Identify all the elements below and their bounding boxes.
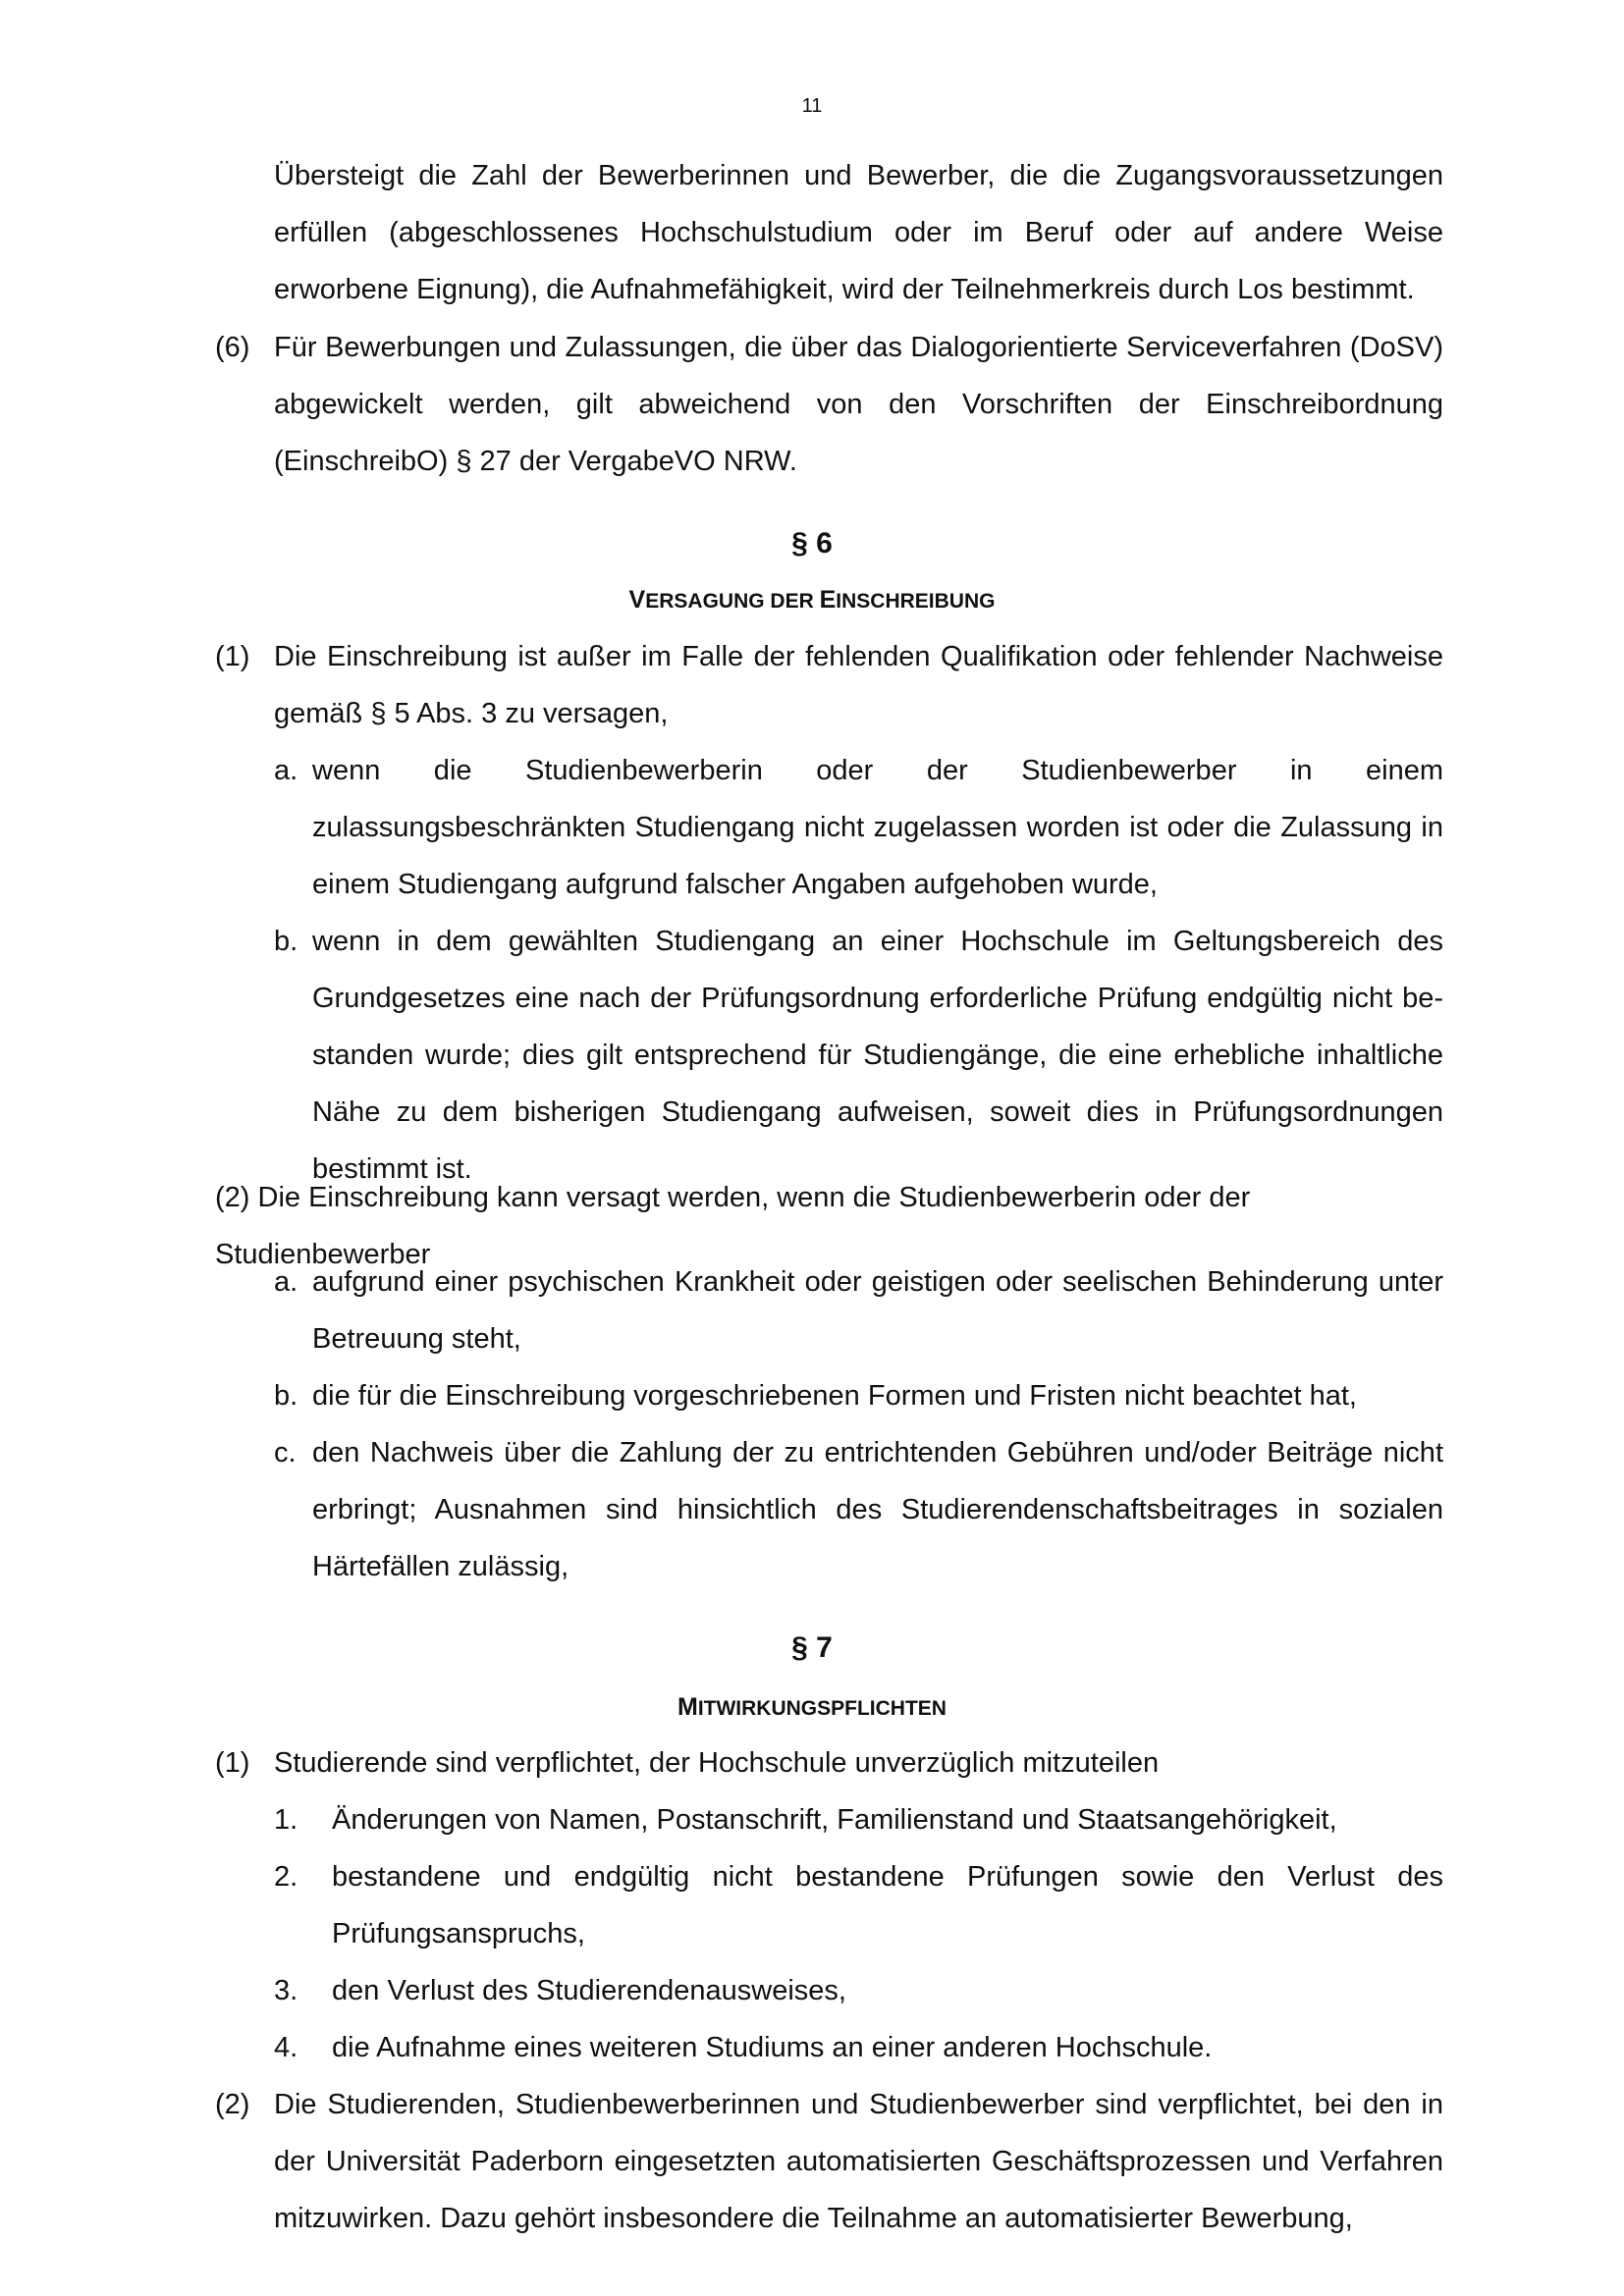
list-item-label: b. [274, 926, 298, 957]
intro-paragraph: Übersteigt die Zahl der Bewerberinnen und Bewerber, die die Zugangsvoraussetzungen erfüllen (abgeschlossenes Hochschulstudium oder im Beruf oder auf andere Weise erworbene Eignung), die Aufnahmefähigkeit, wird der Teilnehmerkreis durch Los bestimmt. [274, 160, 1443, 305]
list-item-label: 4. [274, 2032, 298, 2063]
section-7-title: MITWIRKUNGSPFLICHTEN [677, 1693, 947, 1721]
section-6-para-1-text: Die Einschreibung ist außer im Falle der fehlenden Qualifikation oder fehlender Nachweise gemäß § 5 Abs. 3 zu versagen, [274, 641, 1443, 729]
list-item-label: 3. [274, 1975, 298, 2006]
list-item-label: 1. [274, 1804, 298, 1836]
list-item: die Aufnahme eines weiteren Studiums an einer anderen Hochschule. [332, 2032, 1213, 2063]
section-7-para-1-number: (1) [215, 1747, 250, 1779]
list-item: Änderungen von Namen, Postanschrift, Familienstand und Staatsangehörigkeit, [332, 1804, 1337, 1836]
section-6-para-2-text: (2) Die Einschreibung kann versagt werden, wenn die Studienbewerberin oder der Studienbewerber [215, 1182, 1251, 1270]
list-item: den Nachweis über die Zahlung der zu entrichtenden Gebühren und/oder Beiträge nicht erbringt; Ausnahmen sind hinsichtlich des Studierendenschaftsbeitrages in sozialen Härtefällen zulässig, [312, 1437, 1443, 1582]
para-6-number: (6) [215, 332, 250, 363]
para-6-text: Für Bewerbungen und Zulassungen, die über das Dialogorientierte Serviceverfahren (DoSV) abgewickelt werden, gilt abweichend von den Vorschriften der Einschreibordnung (EinschreibO) § 27 der VergabeVO NRW. [274, 332, 1443, 477]
section-7-number: § 7 [791, 1631, 833, 1664]
section-7-para-2-number: (2) [215, 2089, 250, 2120]
list-item: wenn die Studienbewerberin oder der Studienbewerber in einem zulassungsbeschränkten Studiengang nicht zugelassen worden ist oder die Zulassung in einem Studiengang aufgrund falscher Angaben aufgehoben wurde, [312, 755, 1443, 900]
page-number: 11 [801, 95, 823, 117]
section-7-para-2-text: Die Studierenden, Studienbewerberinnen und Studienbewerber sind verpflichtet, bei den in der Universität Paderborn eingesetzten automatisierten Geschäftsprozessen und Verfahren mitzuwirken. Dazu gehört insbesondere die Teilnahme an automatisierter Bewerbung, [274, 2089, 1443, 2234]
section-6-title: VERSAGUNG DER EINSCHREIBUNG [628, 586, 996, 614]
list-item-label: 2. [274, 1861, 298, 1893]
list-item-label: b. [274, 1380, 298, 1412]
section-6-number: § 6 [791, 527, 833, 560]
list-item-label: c. [274, 1437, 297, 1468]
list-item-label: a. [274, 1266, 298, 1298]
list-item: aufgrund einer psychischen Krankheit oder geistigen oder seelischen Behinderung unter Betreuung steht, [312, 1266, 1443, 1355]
list-item: die für die Einschreibung vorgeschriebenen Formen und Fristen nicht beachtet hat, [312, 1380, 1357, 1412]
section-6-para-1-number: (1) [215, 641, 250, 672]
list-item: bestandene und endgültig nicht bestandene Prüfungen sowie den Verlust des Prüfungsanspruchs, [332, 1861, 1443, 1949]
list-item-label: a. [274, 755, 298, 786]
section-7-para-1-text: Studierende sind verpflichtet, der Hochschule unverzüglich mitzuteilen [274, 1747, 1160, 1779]
list-item: wenn in dem gewählten Studiengang an einer Hochschule im Geltungsbereich des Grundgesetzes eine nach der Prüfungsordnung erforderliche Prüfung endgültig nicht be-standen wurde; dies gilt entsprechend für Studiengänge, die eine erhebliche inhaltliche Nähe zu dem bisherigen Studiengang aufweisen, soweit dies in Prüfungsordnungen bestimmt ist. [312, 926, 1443, 1185]
list-item: den Verlust des Studierendenausweises, [332, 1975, 846, 2006]
